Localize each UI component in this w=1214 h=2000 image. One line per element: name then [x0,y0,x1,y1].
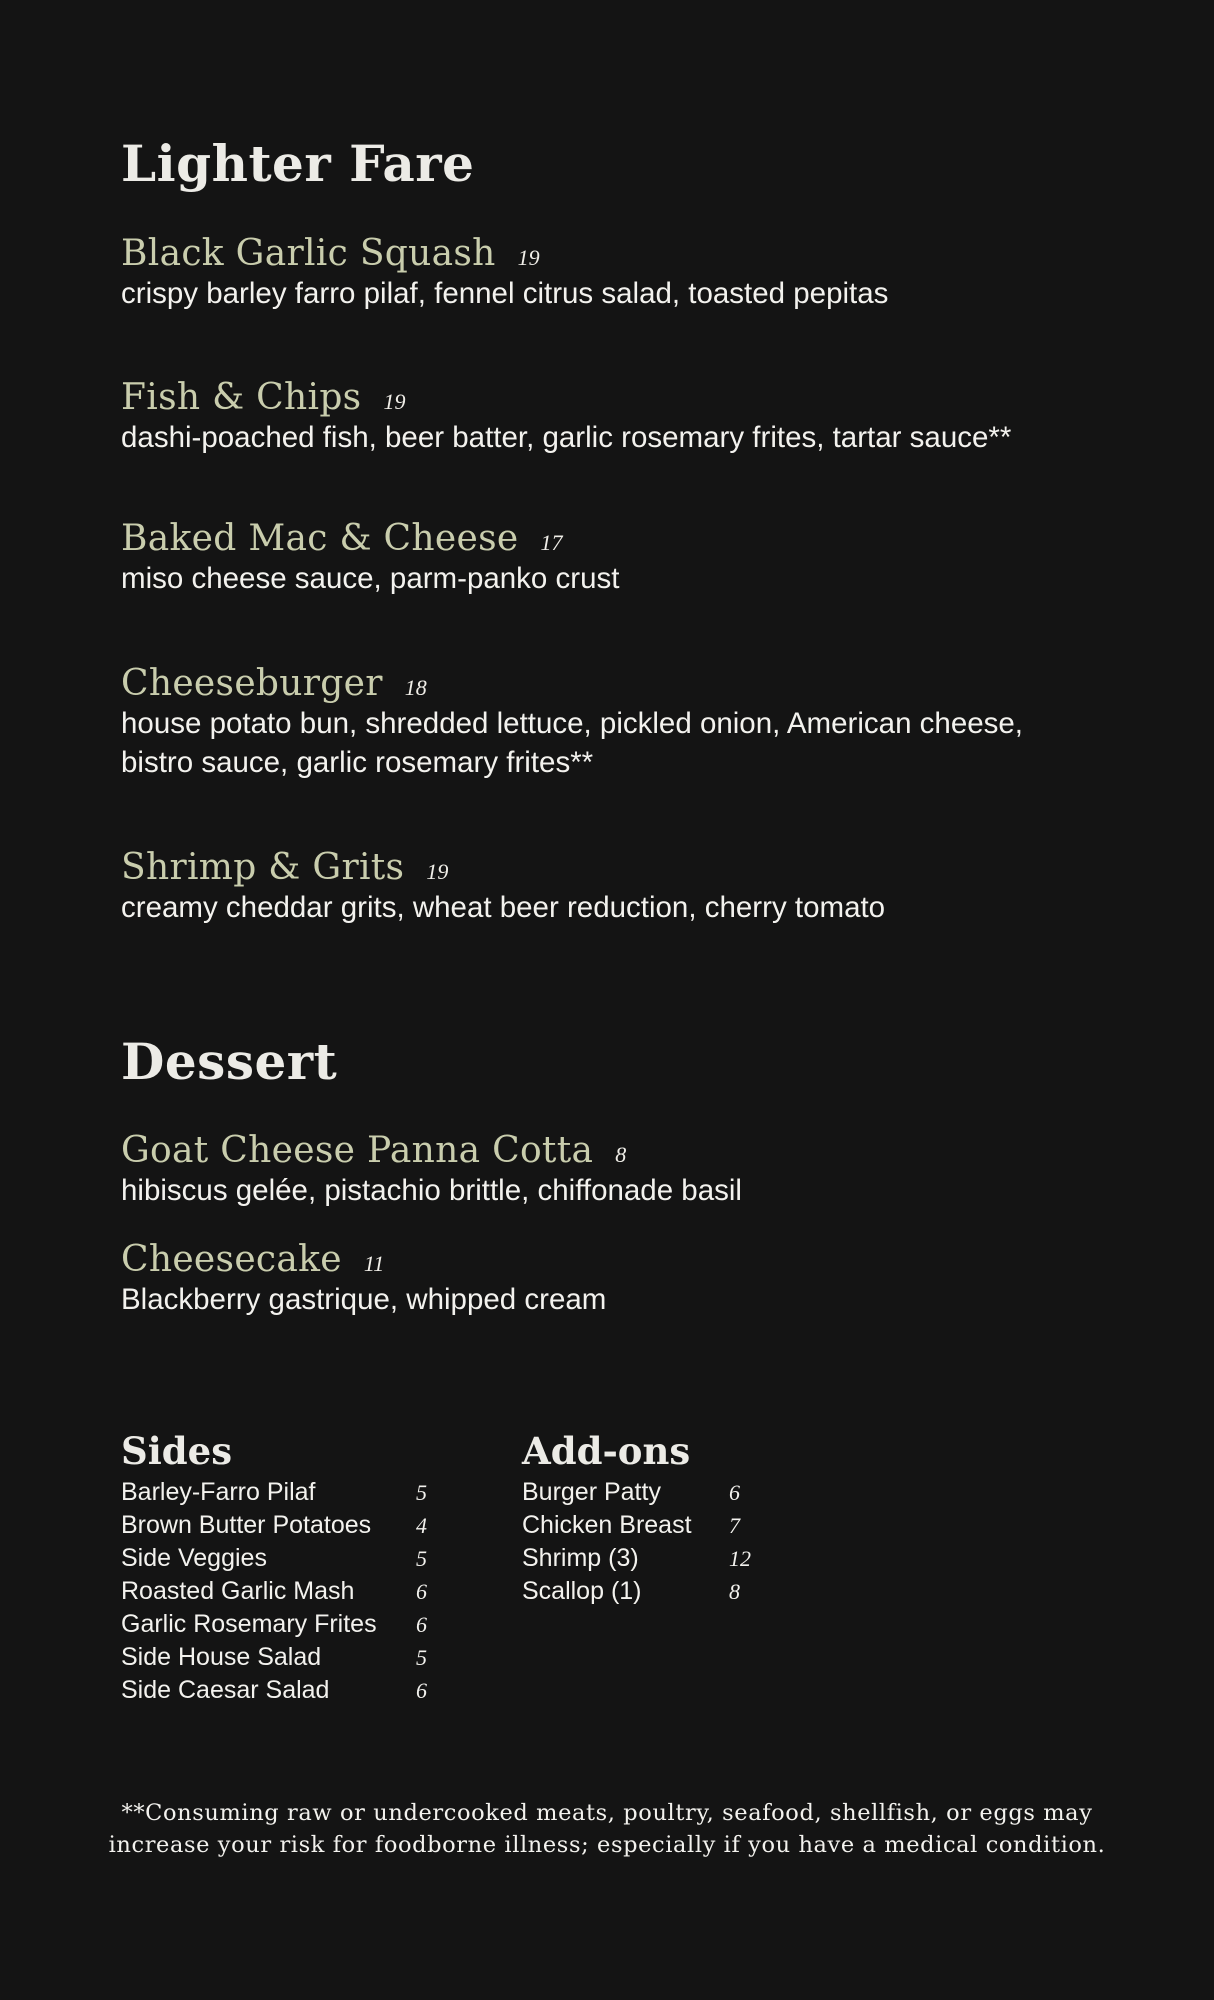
section-title-sides: Sides [121,1429,233,1473]
item-description-line2: bistro sauce, garlic rosemary frites** [121,746,594,779]
item-price: 19 [517,245,540,270]
list-item [522,1509,782,1542]
addon-price: 8 [729,1579,740,1604]
side-name: Side Caesar Salad [121,1676,330,1704]
item-name: Baked Mac & Cheese [121,518,519,559]
menu-item-baked-mac-and-cheese [121,519,1121,598]
section-title-dessert: Dessert [121,1032,338,1091]
item-description: creamy cheddar grits, wheat beer reduction, cherry tomato [121,891,886,924]
side-price: 5 [416,1480,427,1505]
list-item [121,1509,461,1542]
item-description: hibiscus gelée, pistachio brittle, chiffonade basil [121,1174,742,1207]
disclaimer-line-1: **Consuming raw or undercooked meats, poultry, seafood, shellfish, or eggs may [121,1800,1093,1826]
side-price: 6 [416,1579,427,1604]
addons-list [522,1476,782,1608]
addon-price: 7 [729,1513,740,1538]
addon-price: 6 [729,1480,740,1505]
side-price: 6 [416,1678,427,1703]
addon-price: 12 [729,1546,751,1571]
side-name: Brown Butter Potatoes [121,1511,372,1539]
menu-item-shrimp-and-grits [121,848,1121,927]
item-price: 19 [383,389,406,414]
side-name: Side Veggies [121,1544,267,1572]
item-price: 11 [363,1251,385,1276]
item-description: crispy barley farro pilaf, fennel citrus salad, toasted pepitas [121,277,889,310]
side-price: 6 [416,1612,427,1637]
side-name: Side House Salad [121,1643,322,1671]
item-name: Cheesecake [121,1239,342,1280]
list-item [522,1476,782,1509]
list-item [121,1674,461,1707]
item-name: Cheeseburger [121,663,383,704]
side-name: Barley-Farro Pilaf [121,1478,316,1506]
list-item [522,1575,782,1608]
addon-name: Chicken Breast [522,1511,692,1539]
list-item [121,1575,461,1608]
item-name: Fish & Chips [121,377,362,418]
section-title-addons: Add-ons [522,1429,691,1473]
item-name: Shrimp & Grits [121,847,405,888]
item-price: 19 [426,859,449,884]
side-price: 5 [416,1645,427,1670]
side-name: Roasted Garlic Mash [121,1577,355,1605]
item-description: miso cheese sauce, parm-panko crust [121,562,620,595]
item-description: Blackberry gastrique, whipped cream [121,1283,607,1316]
item-price: 17 [540,530,563,555]
menu-item-cheeseburger [121,664,1121,782]
list-item [522,1542,782,1575]
disclaimer-line-2: increase your risk for foodborne illness; especially if you have a medical condition. [108,1832,1106,1858]
addon-name: Burger Patty [522,1478,661,1506]
menu-item-black-garlic-squash [121,234,1121,313]
item-description: house potato bun, shredded lettuce, pickled onion, American cheese, [121,707,1023,740]
list-item [121,1476,461,1509]
addon-name: Shrimp (3) [522,1544,639,1572]
list-item [121,1641,461,1674]
menu-item-cheesecake [121,1240,1121,1319]
addon-name: Scallop (1) [522,1577,642,1605]
side-price: 5 [416,1546,427,1571]
section-title-lighter-fare: Lighter Fare [121,134,475,193]
side-price: 4 [416,1513,427,1538]
item-description: dashi-poached fish, beer batter, garlic rosemary frites, tartar sauce** [121,421,1012,454]
item-name: Goat Cheese Panna Cotta [121,1130,594,1171]
sides-list [121,1476,461,1707]
allergen-disclaimer [60,1797,1154,1861]
item-name: Black Garlic Squash [121,233,496,274]
side-name: Garlic Rosemary Frites [121,1610,377,1638]
menu-item-fish-and-chips [121,378,1121,457]
menu-item-goat-cheese-panna-cotta [121,1131,1121,1210]
list-item [121,1542,461,1575]
list-item [121,1608,461,1641]
item-price: 18 [404,675,427,700]
item-price: 8 [615,1142,627,1167]
